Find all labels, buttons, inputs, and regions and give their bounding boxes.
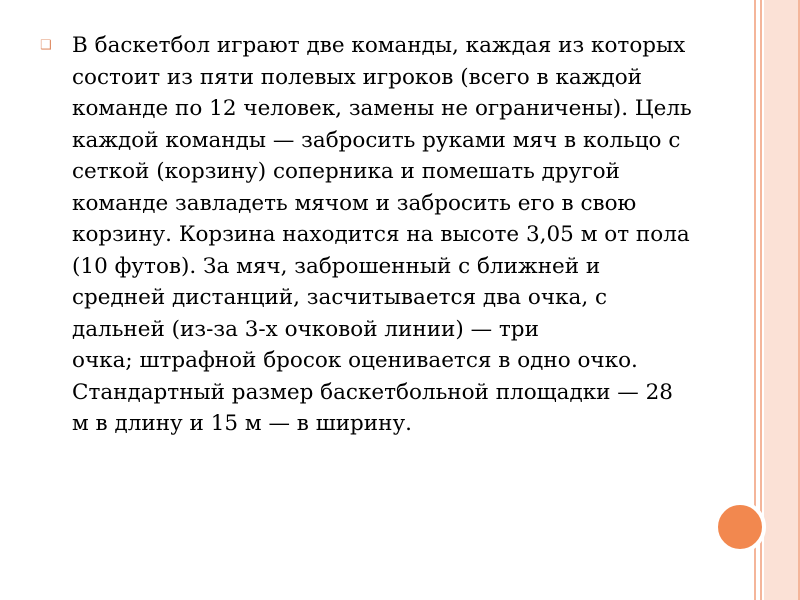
- bullet-item: [40, 30, 700, 440]
- decorative-stripes: [754, 0, 800, 600]
- decorative-circle: [714, 501, 766, 553]
- slide-content: [40, 30, 700, 440]
- stripe-band: [764, 0, 798, 600]
- bullet-icon: ❑: [40, 38, 52, 53]
- paragraph-text: В баскетбол играют две команды, каждая из которых состоит из пяти полевых игроков (всего в каждой команде по 12 человек, замены не ограничены). Цель каждой команды — забросить руками мяч в кольцо с сеткой (корзину) соперника и помешать другой команде завладеть мячом и забросить его в свою корзину. Корзина находится на высоте 3,05 м от пола (10 футов). За мяч, заброшенный с ближней и средней дистанций, засчитывается два очка, с дальней (из-за 3-х очковой линии) — три очка; штрафной бросок оценивается в одно очко. Стандартный размер баскетбольной площадки — 28 м в длину и 15 м — в ширину.: [72, 33, 692, 436]
